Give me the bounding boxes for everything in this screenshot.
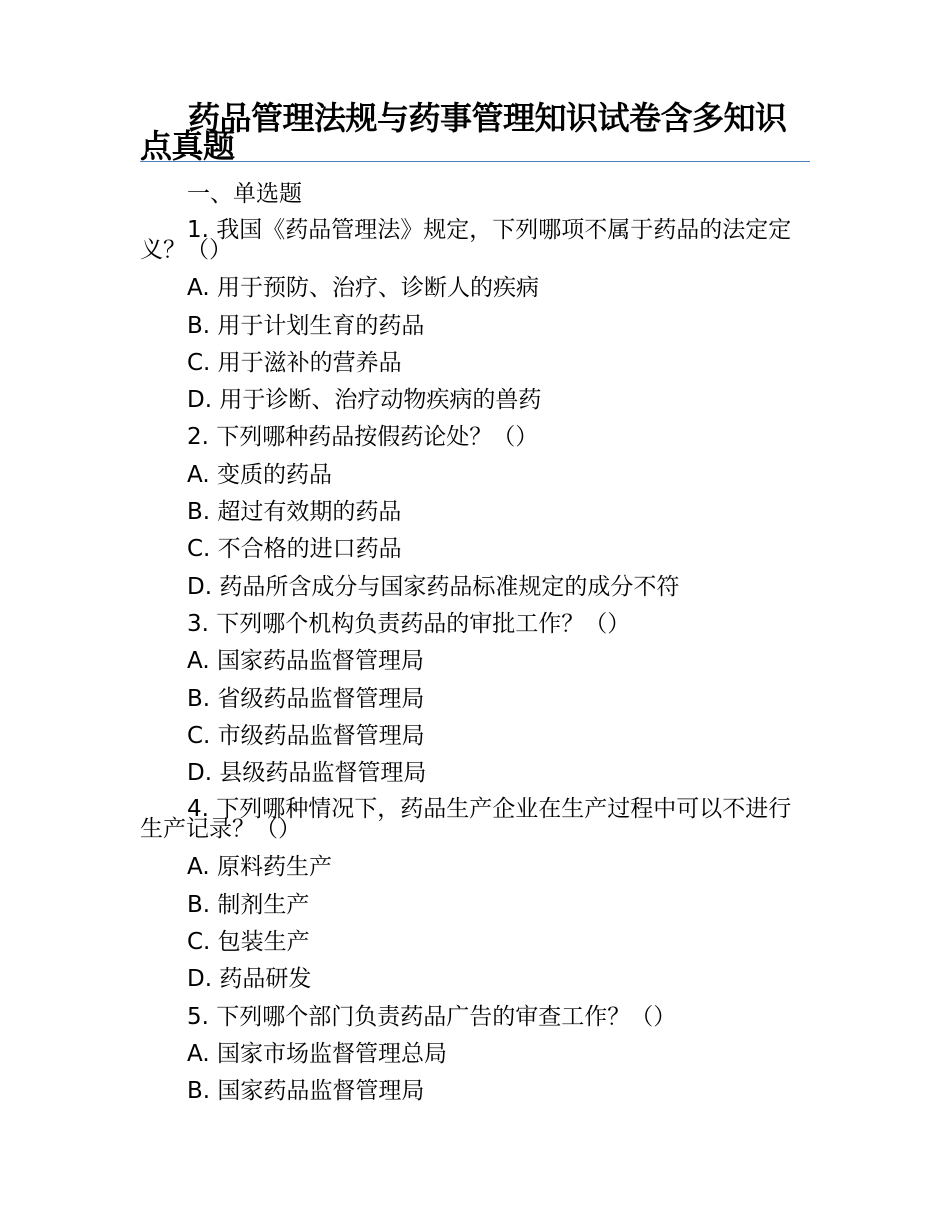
option-1b: B. 用于计划生育的药品 (187, 312, 425, 339)
option-2c: C. 不合格的进口药品 (187, 536, 402, 563)
option-2b: B. 超过有效期的药品 (187, 499, 402, 526)
title-divider (140, 161, 810, 162)
option-5a: A. 国家市场监督管理总局 (187, 1040, 447, 1067)
option-5b: B. 国家药品监督管理局 (187, 1078, 425, 1105)
section-heading: 一、单选题 (187, 181, 302, 207)
option-3c: C. 市级药品监督管理局 (187, 722, 425, 749)
question-5: 5. 下列哪个部门负责药品广告的审查工作？（） (187, 1003, 677, 1030)
option-2d: D. 药品所含成分与国家药品标准规定的成分不符 (187, 573, 680, 600)
option-3d: D. 县级药品监督管理局 (187, 760, 427, 787)
question-4: 4. 下列哪种情况下，药品生产企业在生产过程中可以不进行生产记录？（） (140, 796, 792, 843)
question-2: 2. 下列哪种药品按假药论处？（） (187, 424, 539, 451)
option-4c: C. 包装生产 (187, 929, 310, 956)
option-4a: A. 原料药生产 (187, 854, 332, 881)
document-body (140, 176, 810, 1111)
option-4d: D. 药品研发 (187, 966, 312, 993)
option-4b: B. 制剂生产 (187, 891, 310, 918)
option-1d: D. 用于诊断、治疗动物疾病的兽药 (187, 387, 542, 414)
question-3: 3. 下列哪个机构负责药品的审批工作？（） (187, 610, 631, 637)
question-1: 1. 我国《药品管理法》规定，下列哪项不属于药品的法定定义？（） (140, 217, 792, 264)
option-2a: A. 变质的药品 (187, 461, 332, 488)
page-title: 药品管理法规与药事管理知识试卷含多知识点真题 (140, 99, 787, 165)
option-1a: A. 用于预防、治疗、诊断人的疾病 (187, 275, 539, 302)
option-1c: C. 用于滋补的营养品 (187, 349, 402, 376)
option-3b: B. 省级药品监督管理局 (187, 685, 425, 712)
option-3a: A. 国家药品监督管理局 (187, 648, 424, 675)
